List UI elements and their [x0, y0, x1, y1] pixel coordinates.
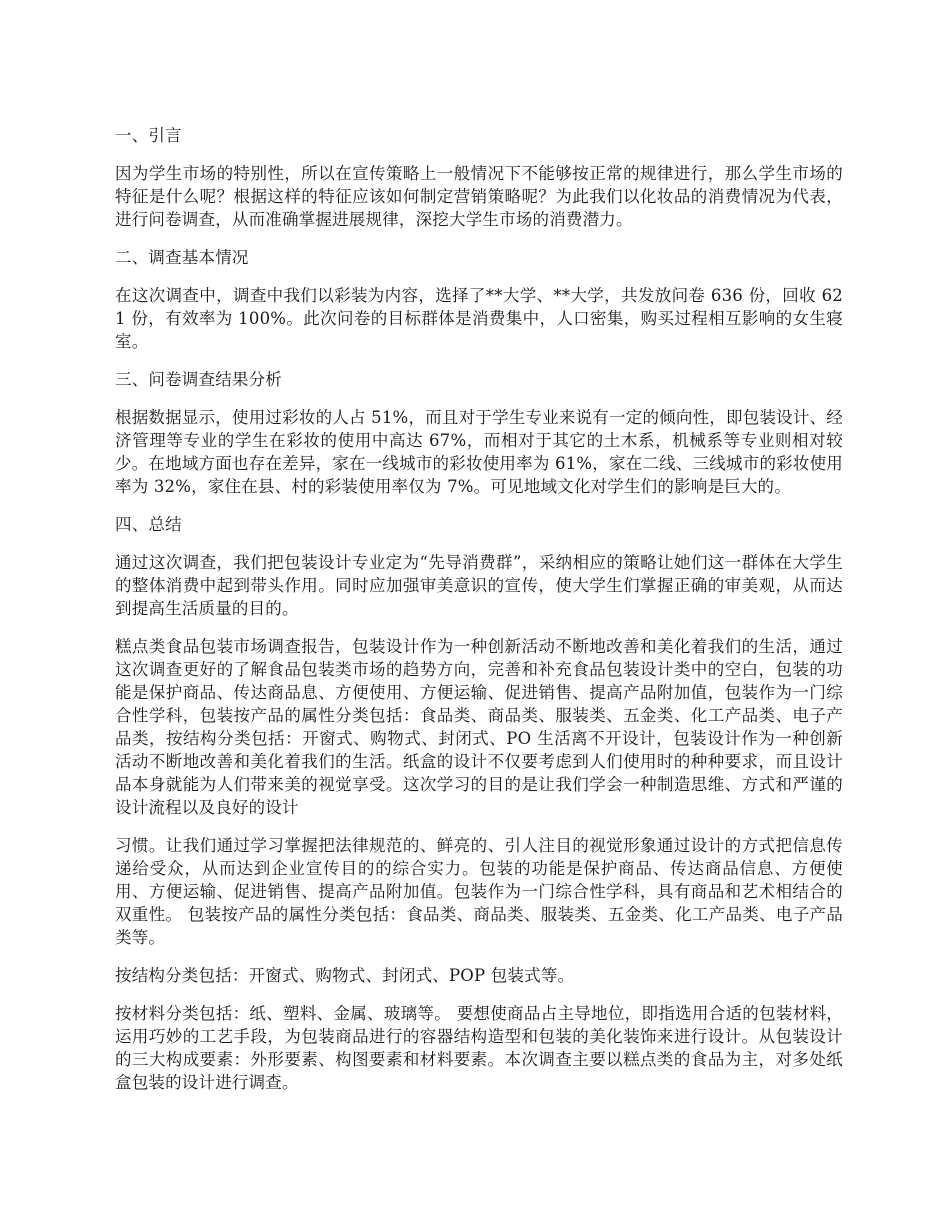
paragraph-packaging-report: 糕点类食品包装市场调查报告，包装设计作为一种创新活动不断地改善和美化着我们的生活，通过这次调查更好的了解食品包装类市场的趋势方向，完善和补充食品包装设计类中的空白，包装的功能是保护商品、传达商品息、方便使用、方便运输、促进销售、提高产品附加值，包装作为一门综合性学科，包装按产品的属性分类包括：食品类、商品类、服装类、五金类、化工产品类、电子产品类，按结构分类包括：开窗式、购物式、封闭式、PO 生活离不开设计，包装设计作为一种创新活动不断地改善和美化着我们的生活。纸盒的设计不仅要考虑到人们使用时的种种要求，而且设计品本身就能为人们带来美的视觉享受。这次学习的目的是让我们学会一种制造思维、方式和严谨的设计流程以及良好的设计 — [115, 637, 843, 817]
paragraph-introduction: 因为学生市场的特别性，所以在宣传策略上一般情况下不能够按正常的规律进行，那么学生市场的特征是什么呢？根据这样的特征应该如何制定营销策略呢？为此我们以化妆品的消费情况为代表，进行问卷调查，从而准确掌握进展规律，深挖大学生市场的消费潜力。 — [115, 164, 843, 229]
paragraph-summary: 通过这次调查，我们把包装设计专业定为“先导消费群”，采纳相应的策略让她们这一群体在大学生的整体消费中起到带头作用。同时应加强审美意识的宣传，使大学生们掌握正确的审美观，从而达到提高生活质量的目的。 — [115, 553, 843, 618]
section-heading-results-analysis: 三、问卷调查结果分析 — [115, 370, 282, 389]
paragraph-structure-classification: 按结构分类包括：开窗式、购物式、封闭式、POP 包装式等。 — [115, 966, 575, 985]
document-body — [115, 124, 843, 1109]
paragraph-results-analysis: 根据数据显示，使用过彩妆的人占 51%，而且对于学生专业来说有一定的倾向性，即包装设计、经济管理等专业的学生在彩妆的使用中高达 67%，而相对于其它的土木系，机械系等专业则相对较少。在地域方面也存在差异，家在一线城市的彩妆使用率为 61%，家在二线、三线城市的彩妆使用率为 32%，家住在县、村的彩装使用率仅为 7%。可见地域文化对学生们的影响是巨大的。 — [115, 408, 843, 496]
section-heading-summary: 四、总结 — [115, 515, 182, 534]
section-heading-introduction: 一、引言 — [115, 126, 182, 145]
paragraph-material-classification: 按材料分类包括：纸、塑料、金属、玻璃等。 要想使商品占主导地位，即指选用合适的包装材料，运用巧妙的工艺手段，为包装商品进行的容器结构造型和包装的美化装饰来进行设计。从包装设计的三大构成要素：外形要素、构图要素和材料要素。本次调查主要以糕点类的食品为主，对多处纸盒包装的设计进行调查。 — [115, 1004, 843, 1092]
paragraph-packaging-habits: 习惯。让我们通过学习掌握把法律规范的、鲜亮的、引人注目的视觉形象通过设计的方式把信息传递给受众，从而达到企业宣传目的的综合实力。包装的功能是保护商品、传达商品信息、方便使用、方便运输、促进销售、提高产品附加值。包装作为一门综合性学科，具有商品和艺术相结合的双重性。 包装按产品的属性分类包括：食品类、商品类、服装类、五金类、化工产品类、电子产品类等。 — [115, 836, 843, 947]
section-heading-survey-overview: 二、调查基本情况 — [115, 248, 249, 267]
paragraph-survey-overview: 在这次调查中，调查中我们以彩装为内容，选择了**大学、**大学，共发放问卷 636 份，回收 621 份，有效率为 100%。此次问卷的目标群体是消费集中，人口密集，购买过程相互影响的女生寝室。 — [115, 286, 843, 351]
